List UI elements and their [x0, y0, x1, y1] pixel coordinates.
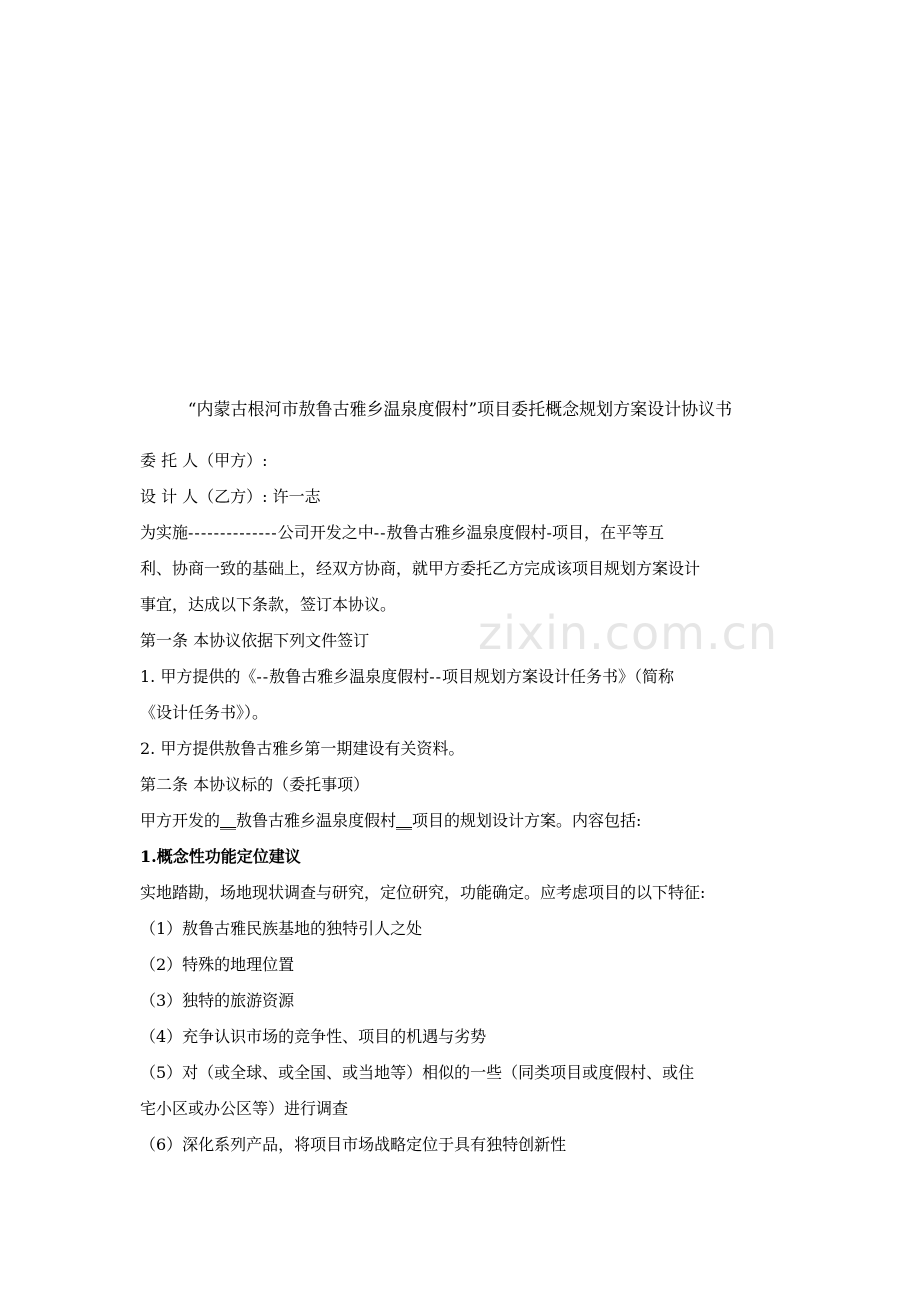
project-name: 敖鲁古雅乡温泉度假村 [269, 667, 430, 686]
placeholder-dashes: -- [429, 667, 442, 686]
intro-text: 项目，在平等互 [551, 523, 664, 542]
list-item: （6）深化系列产品，将项目市场战略定位于具有独特创新性 [140, 1135, 567, 1154]
project-name: 敖鲁古雅乡温泉度假村 [386, 523, 547, 542]
party-b-line: 设 计 人（乙方）: 许一志 [140, 487, 321, 506]
intro-line-2: 利、协商一致的基础上，经双方协商，就甲方委托乙方完成该项目规划方案设计 [140, 559, 701, 578]
line-text: 甲方开发的 [140, 811, 221, 830]
watermark: zixin.com.cn [478, 606, 779, 660]
list-item: 宅小区或办公区等）进行调查 [140, 1099, 349, 1118]
article-1-heading: 第一条 本协议依据下列文件签订 [140, 631, 370, 650]
section-1-heading: 1.概念性功能定位建议 [140, 847, 301, 866]
line-text: 项目的规划设计方案。内容包括: [412, 811, 642, 830]
underline-blank: __ [396, 811, 413, 830]
list-item: （2）特殊的地理位置 [140, 955, 295, 974]
list-item: （4）充争认识市场的竞争性、项目的机遇与劣势 [140, 1027, 487, 1046]
article-1-item-1-cont: 《设计任务书》）。 [140, 703, 269, 722]
project-name: 敖鲁古雅乡温泉度假村 [236, 811, 397, 830]
item-text: 1. 甲方提供的《 [140, 667, 257, 686]
article-1-item-1 [140, 667, 674, 687]
intro-line-3: 事宜，达成以下条款，签订本协议。 [140, 595, 397, 614]
section-1-desc: 实地踏勘，场地现状调查与研究，定位研究，功能确定。应考虑项目的以下特征: [140, 883, 706, 902]
intro-text: 为实施 [140, 523, 189, 542]
intro-line-1 [140, 523, 664, 543]
article-2-heading: 第二条 本协议标的（委托事项） [140, 775, 370, 794]
placeholder-dashes: - [546, 523, 552, 542]
placeholder-dashes: -------------- [188, 523, 278, 542]
article-1-item-2: 2. 甲方提供敖鲁古雅乡第一期建设有关资料。 [140, 739, 465, 758]
list-item: （5）对（或全球、或全国、或当地等）相似的一些（同类项目或度假村、或住 [140, 1063, 695, 1082]
list-item: （1）敖鲁古雅民族基地的独特引人之处 [140, 919, 423, 938]
article-2-line [140, 811, 641, 831]
underline-blank: __ [220, 811, 237, 830]
list-item: （3）独特的旅游资源 [140, 991, 295, 1010]
item-text: 项目规划方案设计任务书》（简称 [442, 667, 675, 686]
placeholder-dashes: -- [256, 667, 270, 686]
placeholder-dashes: -- [373, 523, 387, 542]
intro-text: 公司开发之中 [277, 523, 374, 542]
document-title: “内蒙古根河市敖鲁古雅乡温泉度假村”项目委托概念规划方案设计协议书 [187, 400, 733, 420]
party-a-line: 委 托 人（甲方）: [140, 451, 268, 470]
